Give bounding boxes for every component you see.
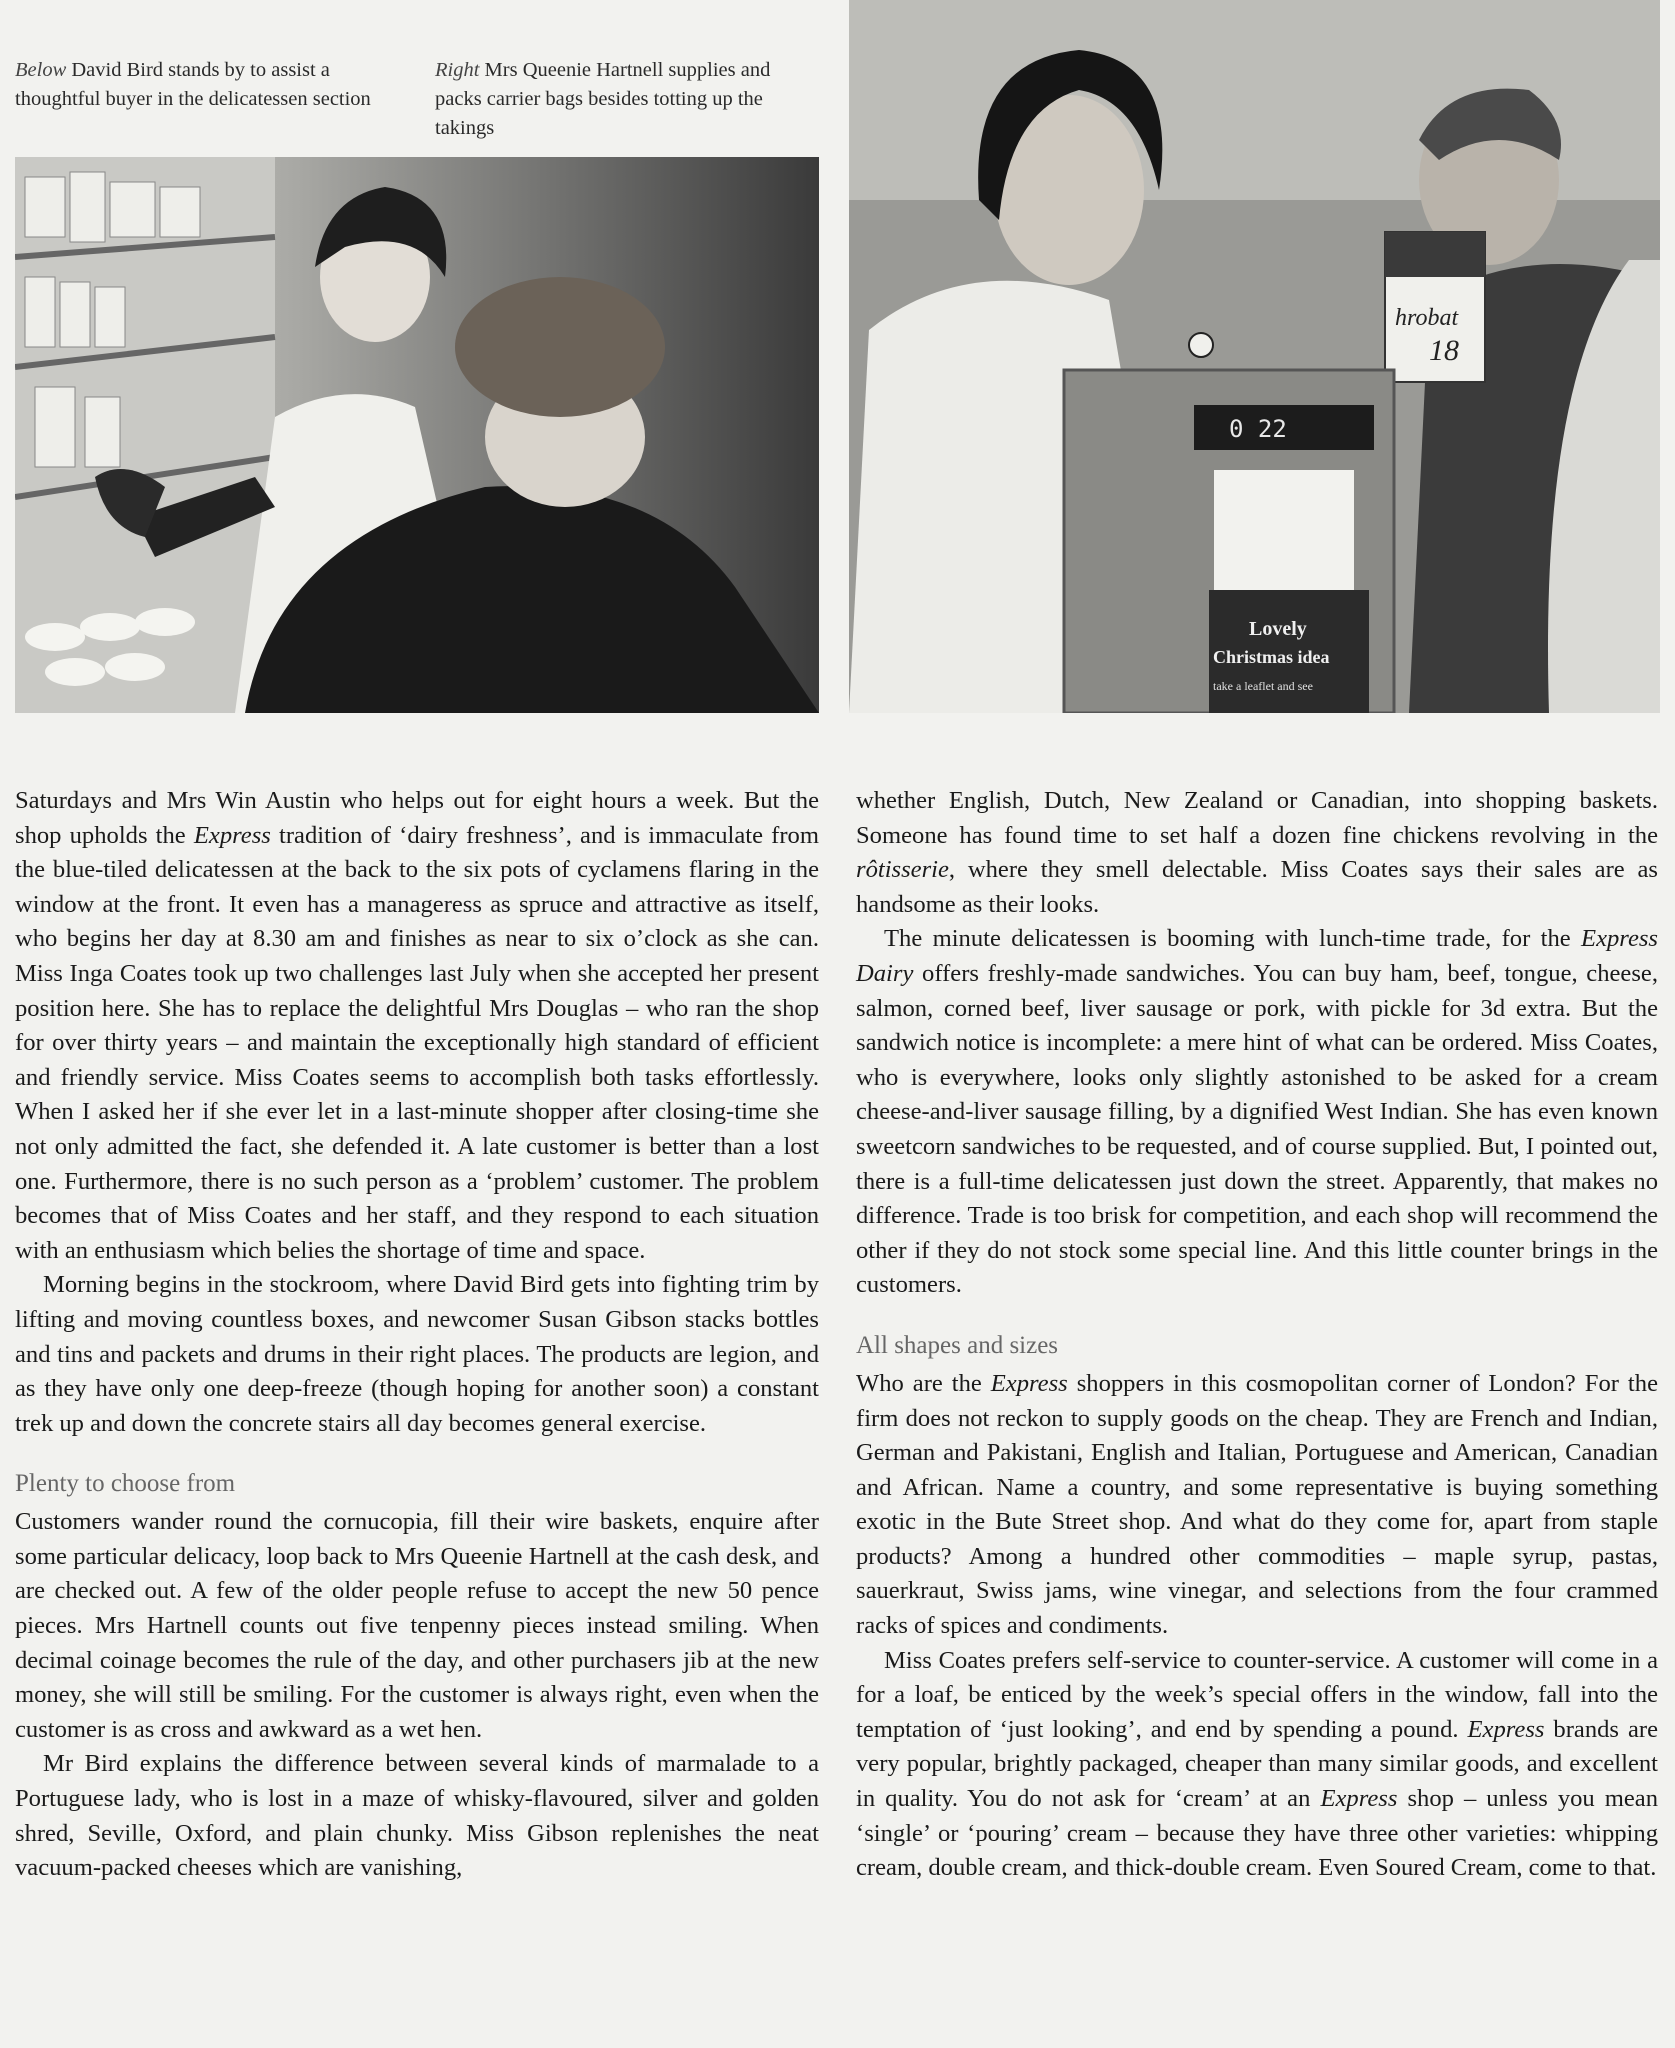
text-span: , where they smell delectable. Miss Coates says their sales are as handsome as their looks. (856, 856, 1658, 918)
price-tag-price: 18 (1429, 334, 1459, 367)
italic-express: Express (193, 821, 271, 849)
photo-delicatessen (15, 157, 819, 713)
text-span: offers freshly-made sandwiches. You can buy ham, beef, tongue, cheese, salmon, corned beef, liver sausage or pork, with pickle for 3d extra. But the sandwich notice is incomplete: a mere hint of what can be ordered. Miss Coates, who is everywhere, looks only slightly astonished to be asked for a cream cheese-and-liver sausage filling, by a dignified West Indian. She has even known sweetcorn sandwiches to be requested, and of course supplied. But, I pointed out, there is a full-time delicatessen just down the street. Apparently, that makes no difference. Trade is too brisk for competition, and each shop will recommend the other if they do not stock some special line. And this little counter brings in the customers. (856, 959, 1658, 1299)
photo-cash-desk (849, 0, 1660, 713)
caption-left-lead: Below (15, 59, 67, 81)
section-heading-plenty: Plenty to choose from (15, 1470, 236, 1498)
text-span: The minute delicatessen is booming with lunch-time trade, for the (884, 925, 1582, 953)
text-span: brands are very popular, brightly packaged, cheaper than many similar goods, and excellent in quality. You do not ask for ‘cream’ at an (856, 1715, 1658, 1813)
sign-line2: Christmas idea (1213, 647, 1330, 667)
text-span: Saturdays and Mrs Win Austin who helps out for eight hours a week. But the shop upholds the (15, 787, 819, 849)
italic-express: Express (990, 1369, 1068, 1397)
text-span: whether English, Dutch, New Zealand or Canadian, into shopping baskets. Someone has found time to set half a dozen fine chickens revolving in the (856, 787, 1658, 849)
text-span: tradition of ‘dairy freshness’, and is immaculate from the blue-tiled delicatessen at the back to the six pots of cyclamens flaring in the window at the front. It even has a manageress as spruce and attractive as itself, who begins her day at 8.30 am and finishes as near to six o’clock as she can. Miss Inga Coates took up two challenges last July when she accepted her present position here. She has to replace the delightful Mrs Douglas – who ran the shop for over thirty years – and maintain the exceptionally high standard of efficient and friendly service. Miss Coates seems to accomplish both tasks effortlessly. When I asked her if she ever let in a last-minute shopper after closing-time she not only admitted the fact, she defended it. A late customer is better than a lost one. Furthermore, there is no such person as a ‘problem’ customer. The problem becomes that of Miss Coates and her staff, and they respond to each situation with an enthusiasm which belies the shortage of time and space. (15, 821, 819, 1264)
photo-cash-desk-image (849, 0, 1660, 713)
price-tag-label: hrobat (1395, 305, 1459, 331)
column-right (856, 784, 1658, 1886)
caption-left-text: David Bird stands by to assist a thoughtful buyer in the delicatessen section (15, 59, 371, 110)
sign-line3: take a leaflet and see (1213, 679, 1313, 693)
caption-left (15, 56, 385, 114)
section-heading-shapes: All shapes and sizes (856, 1331, 1059, 1359)
italic-express: Express (1467, 1715, 1545, 1743)
left-paragraph-3: Customers wander round the cornucopia, fill their wire baskets, enquire after some particular delicacy, loop back to Mrs Queenie Hartnell at the cash desk, and are checked out. A few of the older people refuse to accept the new 50 pence pieces. Mrs Hartnell counts out five tenpenny pieces instead smiling. When decimal coinage becomes the rule of the day, and other purchasers jib at the new money, she will still be smiling. For the customer is always right, even when the customer is as cross and awkward as a wet hen. (15, 1508, 819, 1743)
text-span: Miss Coates prefers self-service to counter-service. A customer will come in a for a loaf, be enticed by the week’s special offers in the window, fall into the temptation of ‘just looking’, and end by spending a pound. (856, 1646, 1658, 1743)
register-display: 0 22 (1229, 415, 1287, 443)
text-span: Who are the (856, 1369, 991, 1397)
right-paragraph-4 (856, 1644, 1658, 1886)
left-paragraph-1 (15, 784, 819, 1268)
right-paragraph-3 (856, 1367, 1658, 1644)
sign-line1: Lovely (1249, 618, 1307, 640)
italic-rotisserie: rôtisserie (856, 856, 949, 884)
caption-right-lead: Right (435, 59, 480, 81)
photo-delicatessen-image (15, 157, 819, 713)
right-paragraph-2 (856, 922, 1658, 1303)
italic-express-dairy: Express Dairy (856, 925, 1658, 987)
left-paragraph-4: Mr Bird explains the difference between several kinds of marmalade to a Portuguese lady, who is lost in a maze of whisky-flavoured, silver and golden shred, Seville, Oxford, and plain chunky. Miss Gibson replenishes the neat vacuum-packed cheeses which are vanishing, (15, 1750, 819, 1882)
text-span: shop – unless you mean ‘single’ or ‘pouring’ cream – because they have three other varieties: whipping cream, double cream, and thick-double cream. Even Soured Cream, come to that. (856, 1785, 1659, 1882)
text-span: shoppers in this cosmopolitan corner of London? For the firm does not reckon to supply goods on the cheap. They are French and Indian, German and Pakistani, English and Italian, Portuguese and American, Canadian and African. Name a country, and some representative is buying something exotic in the Bute Street shop. And what do they come for, apart from staple products? Among a hundred other commodities – maple syrup, pastas, sauerkraut, Swiss jams, wine vinegar, and selections from the four crammed racks of spices and condiments. (856, 1369, 1658, 1640)
right-paragraph-1 (856, 784, 1658, 922)
column-left (15, 784, 819, 1886)
caption-right-text: Mrs Queenie Hartnell supplies and packs carrier bags besides totting up the takings (435, 59, 771, 139)
express-badge-icon (1189, 333, 1213, 357)
left-paragraph-2: Morning begins in the stockroom, where David Bird gets into fighting trim by lifting and moving countless boxes, and newcomer Susan Gibson stacks bottles and tins and packets and drums in their right places. The products are legion, and as they have only one deep-freeze (though hoping for another soon) a constant trek up and down the concrete stairs all day becomes general exercise. (15, 1271, 819, 1437)
caption-right (435, 56, 805, 143)
italic-express: Express (1320, 1785, 1398, 1813)
